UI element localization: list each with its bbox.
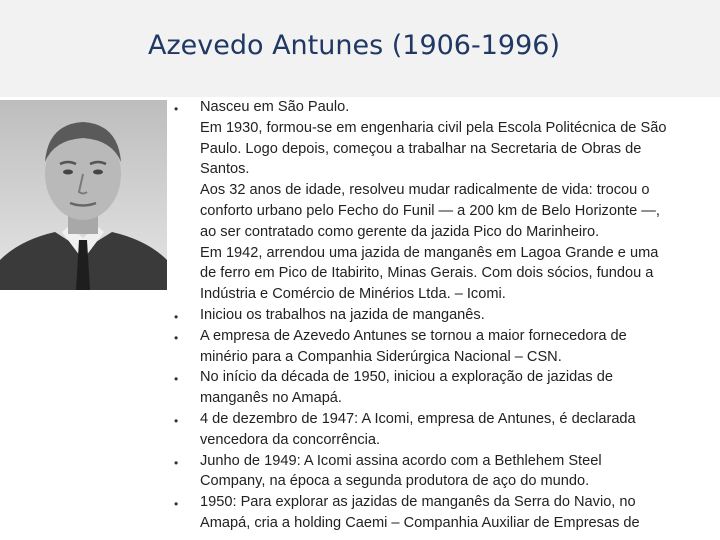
bullet-marker: • — [174, 102, 179, 116]
bullet-text-line: vencedora da concorrência. — [200, 431, 381, 448]
bullet-text-line: Em 1942, arrendou uma jazida de manganês em Lagoa Grande e uma — [200, 244, 659, 261]
bullet-marker: • — [174, 372, 179, 387]
bullet-text-line: Santos. — [200, 161, 250, 178]
bullet-text-line: No início da década de 1950, iniciou a exploração de jazidas de — [200, 369, 613, 386]
bullet-text-line: A empresa de Azevedo Antunes se tornou a maior fornecedora de — [200, 327, 627, 344]
bullet-text-line: Amapá, cria a holding Caemi – Companhia Auxiliar de Empresas de — [200, 515, 640, 531]
bullet-marker: • — [174, 455, 179, 470]
bullet-text-line: Aos 32 anos de idade, resolveu mudar radicalmente de vida: trocou o — [200, 182, 650, 199]
bullet-text-line: 1950: Para explorar as jazidas de manganês da Serra do Navio, no — [200, 494, 636, 511]
bullet-text-line: Indústria e Comércio de Minérios Ltda. – Icomi. — [200, 286, 506, 303]
bullet-text-line: minério para a Companhia Siderúrgica Nacional – CSN. — [200, 348, 562, 365]
bullet-marker: • — [174, 310, 179, 324]
bullet-text-line: Paulo. Logo depois, começou a trabalhar na Secretaria de Obras de — [200, 140, 642, 157]
bullet-marker: • — [174, 330, 179, 345]
bullet-text-line: Junho de 1949: A Icomi assina acordo com a Bethlehem Steel — [200, 452, 602, 469]
bullet-marker: • — [174, 497, 179, 512]
bullet-text-line: Iniciou os trabalhos na jazida de manganês. — [200, 307, 485, 323]
slide-title: Azevedo Antunes (1906-1996) — [148, 30, 560, 61]
bullet-text-line: ao ser contratado como gerente da jazida Pico do Marinheiro. — [200, 223, 600, 240]
bullet-text-line: Nasceu em São Paulo. — [200, 99, 350, 115]
bullet-text-line: Company, na época a segunda produtora de aço do mundo. — [200, 473, 590, 490]
bullet-text-line: 4 de dezembro de 1947: A Icomi, empresa de Antunes, é declarada — [200, 411, 636, 427]
bullet-text-line: conforto urbano pelo Fecho do Funil — a 200 km de Belo Horizonte —, — [200, 203, 660, 219]
bullet-text-line: de ferro em Pico de Itabirito, Minas Gerais. Com dois sócios, fundou a — [200, 265, 654, 282]
bullet-text-line: manganês no Amapá. — [200, 390, 342, 407]
bullet-marker: • — [174, 414, 179, 428]
bullet-text-line: Em 1930, formou-se em engenharia civil pela Escola Politécnica de São — [200, 119, 667, 136]
